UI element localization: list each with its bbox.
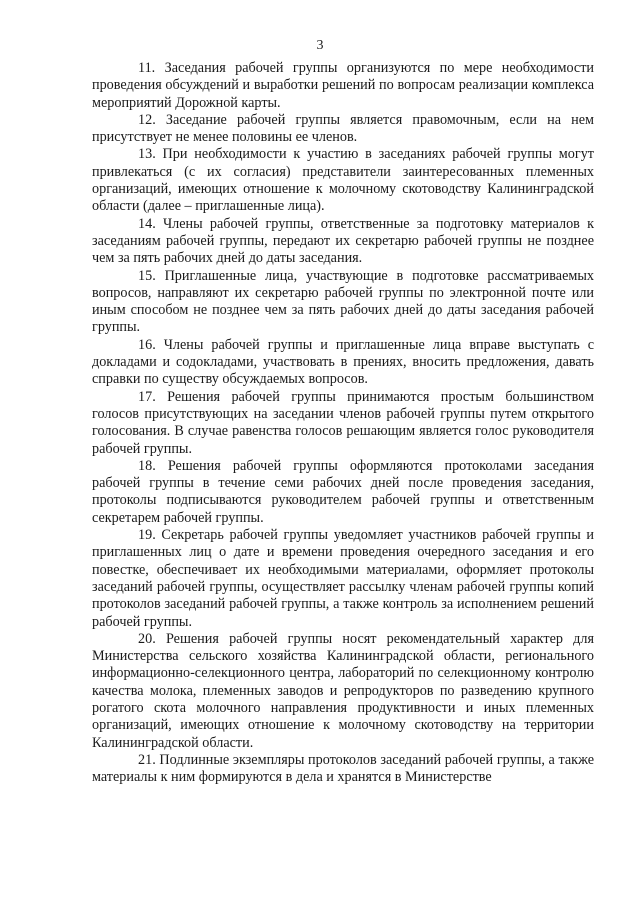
document-body [92,60,594,786]
paragraph-13: 13. При необходимости к участию в заседаниях рабочей группы могут привлекаться (с их согласия) представители заинтересованных племенных организаций, имеющих отношение к молочному скотоводству Калининградской области (далее – приглашенные лица). [92,146,594,215]
paragraph-15: 15. Приглашенные лица, участвующие в подготовке рассматриваемых вопросов, направляют их секретарю рабочей группы по электронной почте или иным способом не позднее чем за пять рабочих дней до даты заседания рабочей группы. [92,267,594,336]
paragraph-18: 18. Решения рабочей группы оформляются протоколами заседания рабочей группы в течение семи рабочих дней после проведения заседания, протоколы подписываются руководителем рабочей группы и ответственным секретарем рабочей группы. [92,457,594,526]
paragraph-14: 14. Члены рабочей группы, ответственные за подготовку материалов к заседаниям рабочей группы, передают их секретарю рабочей группы не позднее чем за пять рабочих дней до даты заседания. [92,215,594,267]
paragraph-12: 12. Заседание рабочей группы является правомочным, если на нем присутствует не менее половины ее членов. [92,111,594,146]
paragraph-19: 19. Секретарь рабочей группы уведомляет участников рабочей группы и приглашенных лиц о дате и времени проведения очередного заседания и его повестке, обеспечивает их необходимыми материалами, оформляет протоколы заседаний рабочей группы, осуществляет рассылку членам рабочей группы копий протоколов заседаний рабочей группы, а также контроль за исполнением решений рабочей группы. [92,527,594,630]
paragraph-17: 17. Решения рабочей группы принимаются простым большинством голосов присутствующих на заседании членов рабочей группы путем открытого голосования. В случае равенства голосов решающим является голос руководителя рабочей группы. [92,388,594,457]
page-number: 3 [316,38,324,53]
paragraph-20: 20. Решения рабочей группы носят рекомендательный характер для Министерства сельского хозяйства Калининградской области, регионального информационно-селекционного центра, лабораторий по селекционному контролю качества молока, племенных заводов и репродукторов по разведению крупного рогатого скота молочного направления продуктивности и иных племенных организаций, имеющих отношение к молочному скотоводству на территории Калининградской области. [92,630,594,751]
paragraph-11: 11. Заседания рабочей группы организуются по мере необходимости проведения обсуждений и выработки решений по вопросам реализации комплекса мероприятий Дорожной карты. [92,60,594,111]
paragraph-21: 21. Подлинные экземпляры протоколов заседаний рабочей группы, а также материалы к ним формируются в дела и хранятся в Министерстве [92,751,594,786]
paragraph-16: 16. Члены рабочей группы и приглашенные лица вправе выступать с докладами и содокладами, участвовать в прениях, вносить предложения, давать справки по существу обсуждаемых вопросов. [92,336,594,388]
